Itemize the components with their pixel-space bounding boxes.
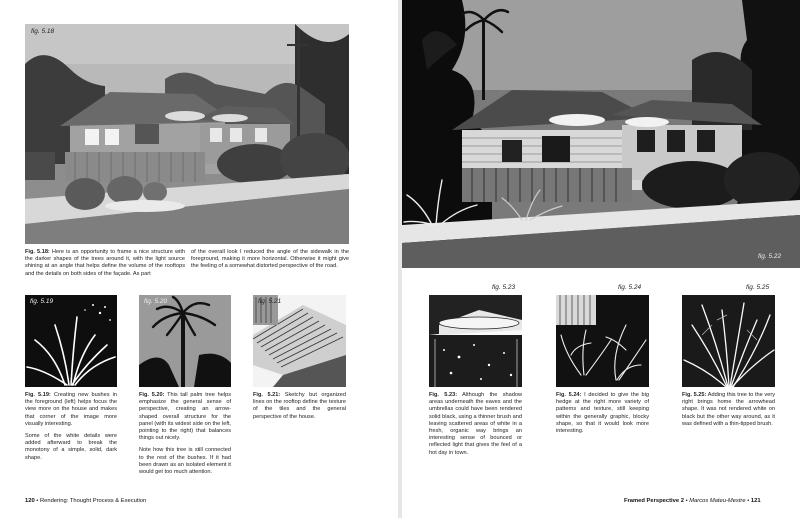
fig-5-20-label: fig. 5.20	[144, 298, 168, 305]
fig-5-20-caption-p1: This tall palm tree helps emphasize the general sense of perspective, creating an arrow-shaped overall structure for the panel (with its widest side on the left, pointing to the right) that balances things out nicely.	[139, 392, 231, 442]
fig-5-25-sketch	[682, 295, 775, 387]
right-running-title: Framed Perspective 2	[624, 498, 684, 504]
fig-5-24-caption	[556, 392, 649, 440]
fig-5-21-caption-p1: Sketchy but organized lines on the rooftop define the texture of the tiles and the general perspective of the house.	[253, 392, 346, 420]
fig-5-21-label: fig. 5.21	[258, 298, 282, 305]
left-folio	[25, 498, 146, 504]
fig-5-21-sketch	[253, 295, 346, 387]
left-page-number: 120	[25, 498, 35, 504]
fig-5-19-sketch	[25, 295, 117, 387]
fig-5-20-caption-p2: Note how this tree is still connected to the rest of the bushes. If it had been drawn as an isolated element it would get too much attention.	[139, 447, 231, 476]
right-page-number: 121	[750, 498, 761, 504]
fig-5-25-caption-num: Fig. 5.25:	[682, 392, 707, 398]
left-page	[0, 0, 398, 518]
fig-5-23-caption-num: Fig. 5.23:	[429, 392, 458, 398]
fig-5-22-illustration	[402, 0, 800, 268]
fig-5-23-caption	[429, 392, 522, 462]
fig-5-21-caption	[253, 392, 346, 426]
fig-5-23-caption-p1: Although the shadow areas underneath the eaves and the umbrellas could have been rendered solid black, using a thinner brush and leaving scattered areas of white in a fresh, organic way brings an interesting sense of bounced or reflected light that gives the feel of a hot day in town.	[429, 392, 522, 456]
fig-5-23-label: fig. 5.23	[492, 284, 516, 291]
fig-5-25-caption	[682, 392, 775, 433]
fig-5-18-caption-left	[25, 249, 185, 278]
fig-5-19-label: fig. 5.19	[30, 298, 54, 305]
right-page	[402, 0, 800, 518]
fig-5-23-sketch	[429, 295, 522, 387]
fig-5-19-caption-p1: Creating new bushes in the foreground (left) helps focus the view more on the house and makes that corner of the image more visually interesting.	[25, 392, 117, 427]
fig-5-18-label: fig. 5.18	[31, 28, 55, 35]
right-author: Marcos Mateu-Mestre	[689, 498, 746, 504]
fig-5-19-caption-num: Fig. 5.19:	[25, 392, 51, 398]
fig-5-24-label: fig. 5.24	[618, 284, 642, 291]
fig-5-20-caption-num: Fig. 5.20:	[139, 392, 165, 398]
fig-5-18-photo	[25, 24, 349, 244]
fig-5-18-caption-text-b: of the overall look I reduced the angle of the sidewalk in the foreground, making it more horizontal. Otherwise it might give the feeling of a somewhat distorted perspective of the road.	[191, 249, 349, 270]
fig-5-24-caption-p1: I decided to give the big hedge at the right more variety of patterns and texture, still keeping within the generally graphic, blocky shape, so that it would look more interesting.	[556, 392, 649, 435]
fig-5-25-label: fig. 5.25	[746, 284, 770, 291]
right-folio-bullet-2: •	[747, 498, 750, 504]
left-folio-bullet: •	[36, 498, 39, 504]
right-folio-bullet: •	[685, 498, 688, 504]
fig-5-19-caption-p2: Some of the white details were added afterward to break the monotony of a simple, solid, dark shape.	[25, 433, 117, 461]
fig-5-18-caption-right	[191, 249, 349, 271]
fig-5-18-caption-text-a: Here is an opportunity to frame a nice structure with the darker shapes of the trees around it, with the light source shining at an angle that helps define the volume of the rooftops and the details on both sides of the façade. As part	[25, 249, 186, 277]
fig-5-20-sketch	[139, 295, 231, 387]
fig-5-24-caption-num: Fig. 5.24:	[556, 392, 582, 398]
fig-5-18-caption-num: Fig. 5.18:	[25, 249, 50, 255]
left-running-title: Rendering: Thought Process & Execution	[39, 498, 147, 504]
fig-5-21-caption-num: Fig. 5.21:	[253, 392, 281, 398]
fig-5-25-caption-p1: Adding this tree to the very right brings home the arrowhead shape. It was not rendered white on black but the other way around, as it was defined with a thin-tipped brush.	[682, 392, 776, 427]
fig-5-19-caption	[25, 392, 117, 467]
fig-5-22-label: fig. 5.22	[758, 253, 782, 260]
fig-5-20-caption	[139, 392, 231, 481]
right-folio	[624, 498, 761, 504]
fig-5-24-sketch	[556, 295, 649, 387]
